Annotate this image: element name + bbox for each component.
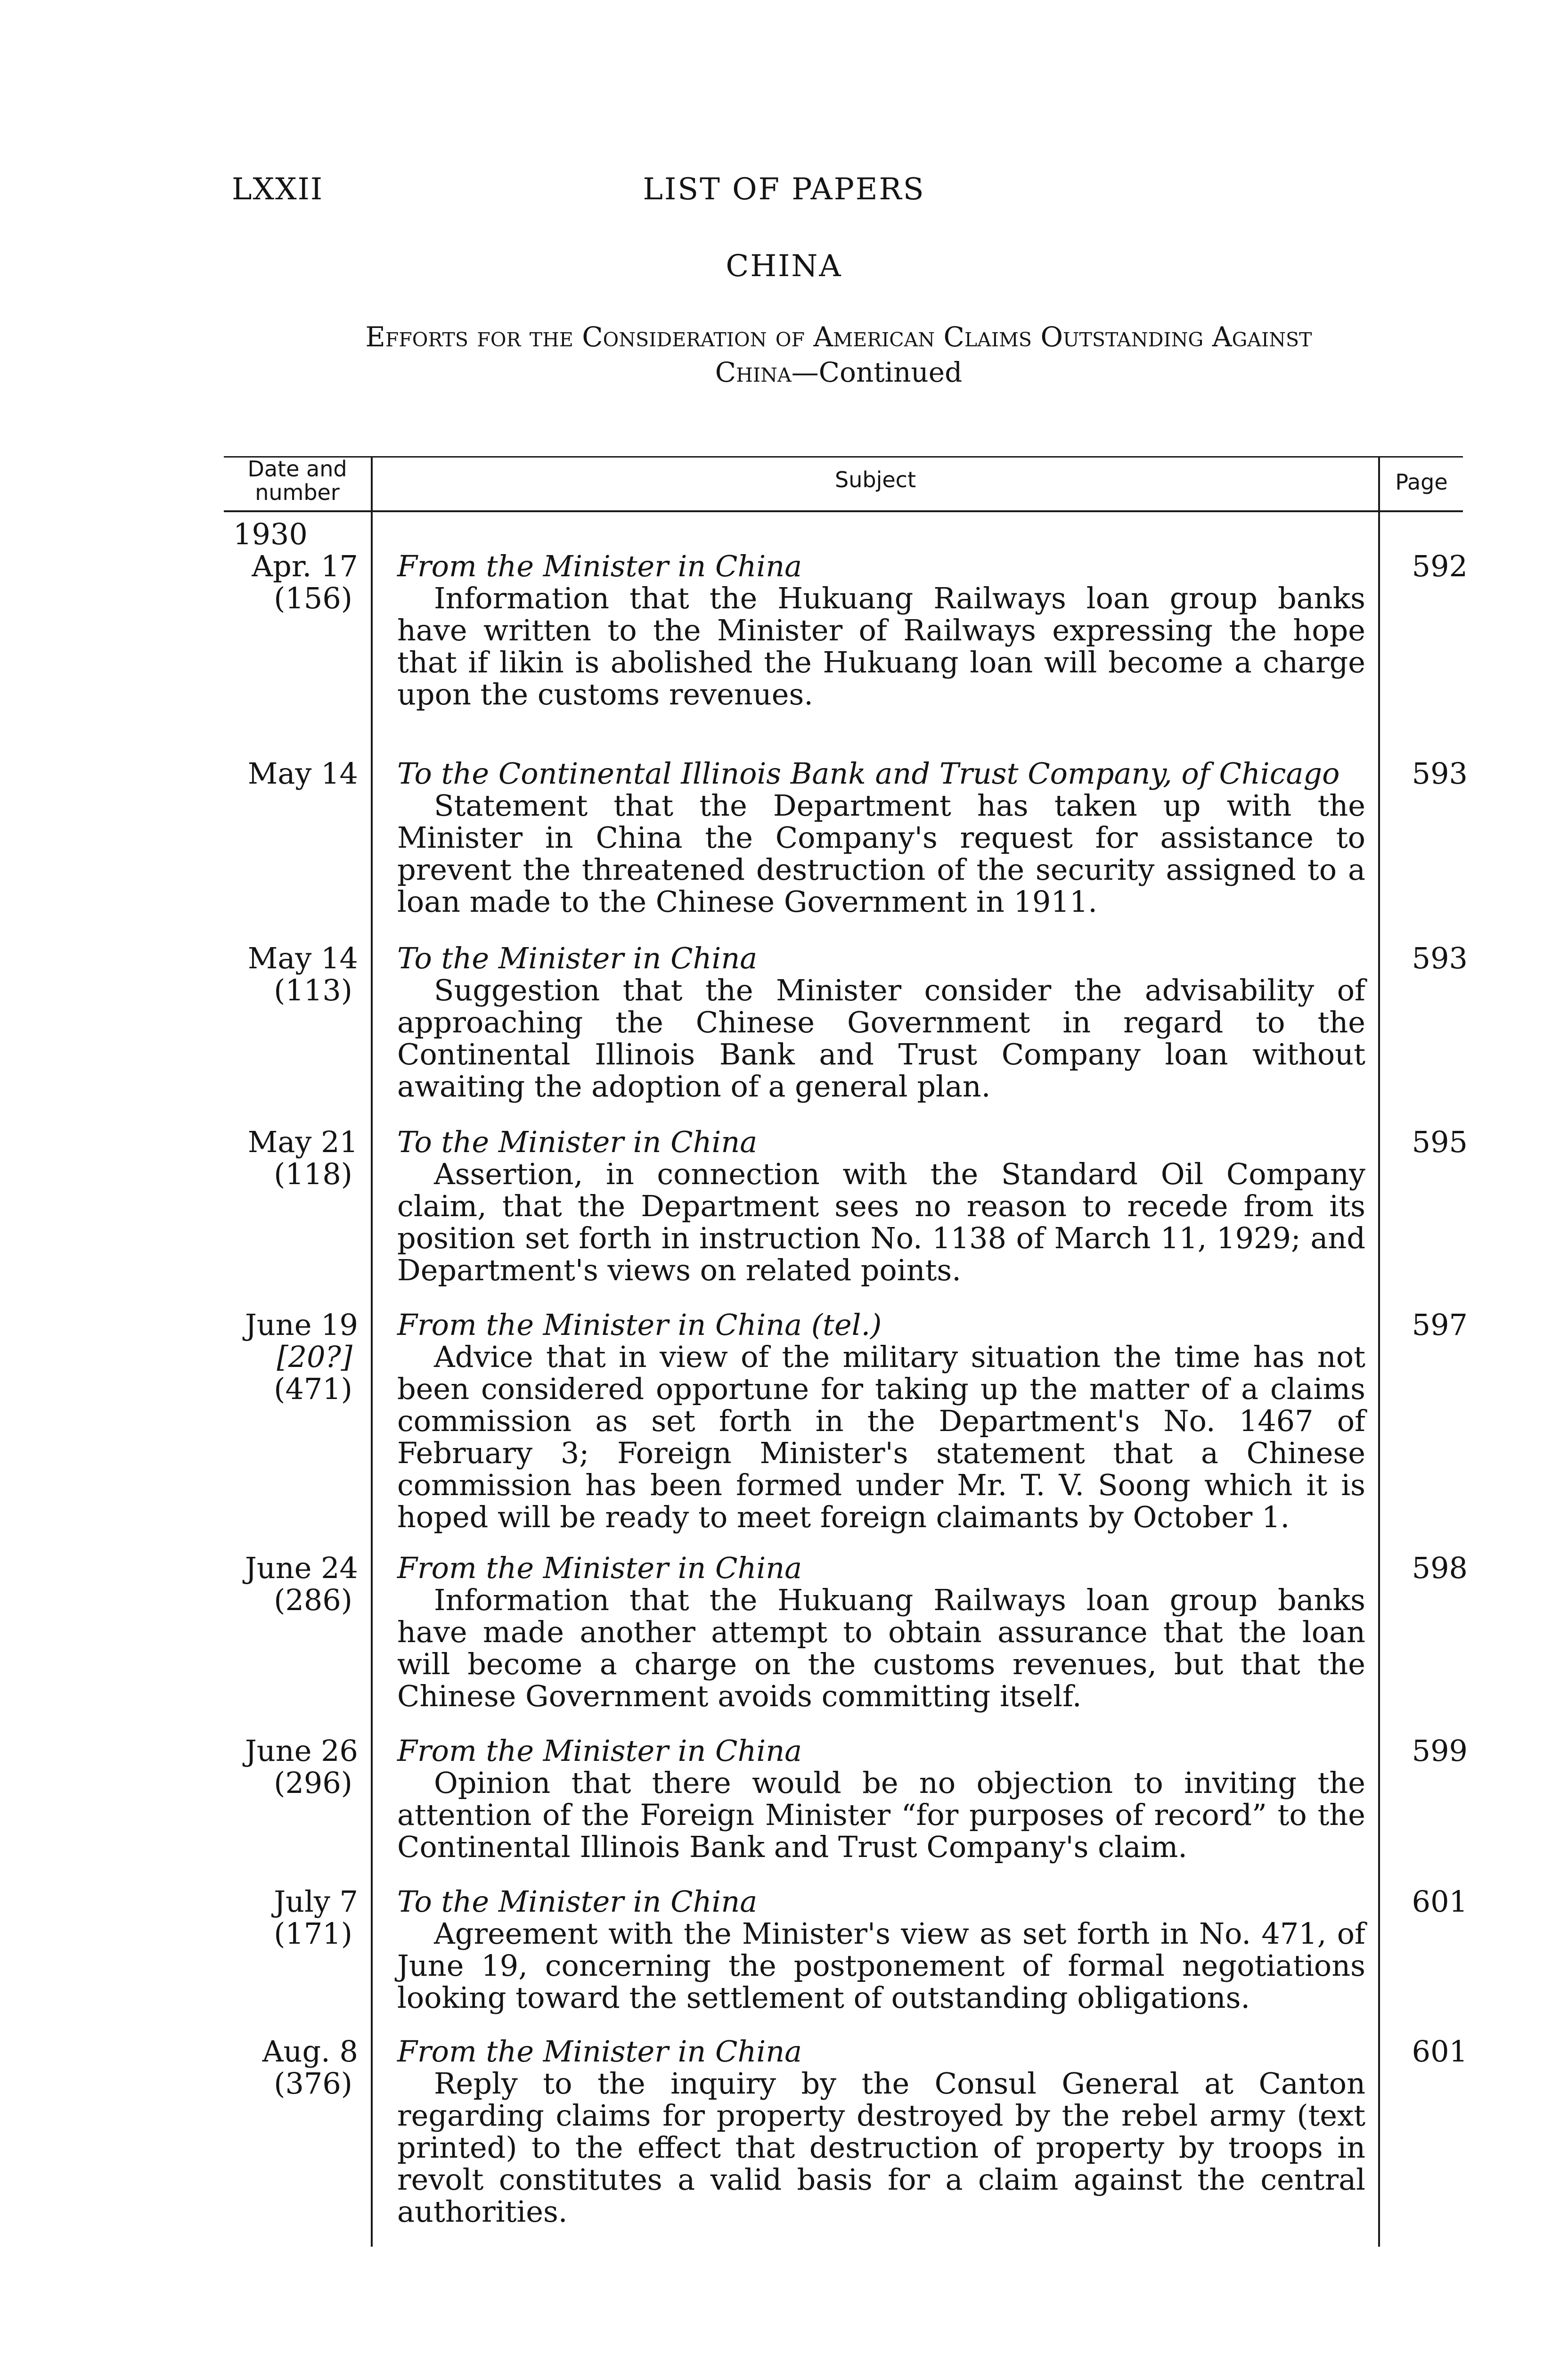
running-title: LIST OF PAPERS <box>643 172 925 207</box>
column-header-date-line-2: number <box>255 480 340 505</box>
paper-summary: Suggestion that the Minister consider the advisability of approaching the Chinese Government in regard to the Continental Illinois Bank and Trust Company loan without awaiting the adoption of a general plan. <box>397 973 1365 1104</box>
row-number: (376) <box>274 2066 352 2101</box>
row-number: (471) <box>274 1372 352 1406</box>
country-heading: CHINA <box>726 249 842 284</box>
paper-summary: Advice that in view of the military situation the time has not been considered opportune for taking up the matter of a claims commission as set forth in the Department's No. 1467 of February 3; Foreign Minister's statement that a Chinese commission has been formed under Mr. T. V. Soong which it is hoped will be ready to meet foreign claimants by October 1. <box>397 1340 1365 1534</box>
paper-heading: To the Continental Illinois Bank and Trust Company, of Chicago <box>397 756 1340 791</box>
subject-cell <box>397 1309 1365 1533</box>
section-title-continued: —Continued <box>791 356 963 388</box>
row-date: Apr. 17 <box>252 549 358 583</box>
page-reference: 592 <box>1412 549 1468 583</box>
row-number: (171) <box>274 1916 352 1951</box>
date-number-cell <box>224 1735 358 1799</box>
page-reference: 599 <box>1412 1734 1468 1768</box>
column-divider-right <box>1378 456 1380 2247</box>
column-header-date-line-1: Date and <box>247 456 347 482</box>
row-year: 1930 <box>233 517 308 551</box>
date-number-cell <box>224 1886 358 1950</box>
paper-summary: Agreement with the Minister's view as set forth in No. 471, of June 19, concerning the postponement of formal negotiations looking toward the settlement of outstanding obligations. <box>397 1916 1365 2015</box>
subject-cell <box>397 1735 1365 1863</box>
paper-summary: Reply to the inquiry by the Consul General at Canton regarding claims for property destroyed by the rebel army (text printed) to the effect that destruction of property by troops in revolt constitutes a valid basis for a claim against the central authorities. <box>397 2066 1365 2229</box>
paper-summary: Information that the Hukuang Railways loan group banks have made another attempt to obtain assurance that the loan will become a charge on the customs revenues, but that the Chinese Government avoids committing itself. <box>397 1583 1365 1713</box>
row-number: (286) <box>274 1583 352 1617</box>
subject-cell <box>397 1126 1365 1286</box>
paper-heading: From the Minister in China <box>397 549 802 583</box>
page-reference: 601 <box>1412 2034 1468 2069</box>
paper-heading: From the Minister in China <box>397 1551 802 1585</box>
section-title-line-1: Efforts for the Consideration of American Claims Outstanding Against <box>365 321 1312 353</box>
row-date: July 7 <box>274 1884 358 1919</box>
page-reference: 593 <box>1412 756 1468 791</box>
subject-cell <box>397 1886 1365 2014</box>
running-head <box>0 172 1568 210</box>
paper-summary: Information that the Hukuang Railways loan group banks have written to the Minister of Railways expressing the hope that if likin is abolished the Hukuang loan will become a charge upon the customs revenues. <box>397 581 1365 712</box>
paper-heading: From the Minister in China <box>397 2034 802 2069</box>
page-reference: 601 <box>1412 1884 1468 1919</box>
date-number-cell <box>224 2036 358 2100</box>
paper-summary: Assertion, in connection with the Standard Oil Company claim, that the Department sees no reason to recede from its position set forth in instruction No. 1138 of March 11, 1929; and Department's views on related points. <box>397 1157 1365 1287</box>
date-number-cell <box>224 1126 358 1190</box>
page-reference: 595 <box>1412 1125 1468 1159</box>
column-divider-left <box>371 456 373 2247</box>
column-header-subject: Subject <box>835 467 916 492</box>
subject-cell <box>397 758 1365 918</box>
page-reference: 597 <box>1412 1308 1468 1342</box>
paper-summary: Statement that the Department has taken up with the Minister in China the Company's request for assistance to prevent the threatened destruction of the security assigned to a loan made to the Chinese Government in 1911. <box>397 788 1365 919</box>
section-title <box>231 319 1446 390</box>
row-number: (113) <box>274 973 352 1007</box>
row-date: June 24 <box>245 1551 358 1585</box>
subject-cell <box>397 2036 1365 2228</box>
paper-heading: To the Minister in China <box>397 941 758 975</box>
row-number: (156) <box>274 581 352 615</box>
page-reference: 598 <box>1412 1551 1468 1585</box>
row-date: May 14 <box>247 756 358 791</box>
date-number-cell <box>224 1552 358 1616</box>
date-number-cell <box>224 1309 358 1405</box>
subject-cell <box>397 550 1365 711</box>
section-title-line-2 <box>231 355 1446 390</box>
table-top-rule <box>224 456 1463 458</box>
subject-cell <box>397 942 1365 1103</box>
row-number: (296) <box>274 1766 352 1800</box>
row-date: June 26 <box>245 1734 358 1768</box>
page-reference: 593 <box>1412 941 1468 975</box>
row-date: May 14 <box>247 941 358 975</box>
date-number-cell <box>224 758 358 790</box>
row-date: Aug. 8 <box>262 2034 358 2069</box>
row-date: May 21 <box>247 1125 358 1159</box>
paper-heading: From the Minister in China <box>397 1734 802 1768</box>
column-header-page: Page <box>1395 469 1448 495</box>
paper-heading: From the Minister in China (tel.) <box>397 1308 882 1342</box>
paper-heading: To the Minister in China <box>397 1125 758 1159</box>
row-number: (118) <box>274 1157 352 1191</box>
row-number: [20?] <box>277 1340 352 1374</box>
paper-summary: Opinion that there would be no objection to inviting the attention of the Foreign Minister “for purposes of record” to the Continental Illinois Bank and Trust Company's claim. <box>397 1766 1365 1864</box>
paper-heading: To the Minister in China <box>397 1884 758 1919</box>
date-number-cell <box>224 518 358 614</box>
section-title-country: China <box>715 356 792 388</box>
subject-cell <box>397 1552 1365 1712</box>
table-header-rule <box>224 510 1463 512</box>
date-number-cell <box>224 942 358 1006</box>
page-number: LXXII <box>232 172 324 207</box>
column-header-date <box>224 456 371 504</box>
row-date: June 19 <box>245 1308 358 1342</box>
